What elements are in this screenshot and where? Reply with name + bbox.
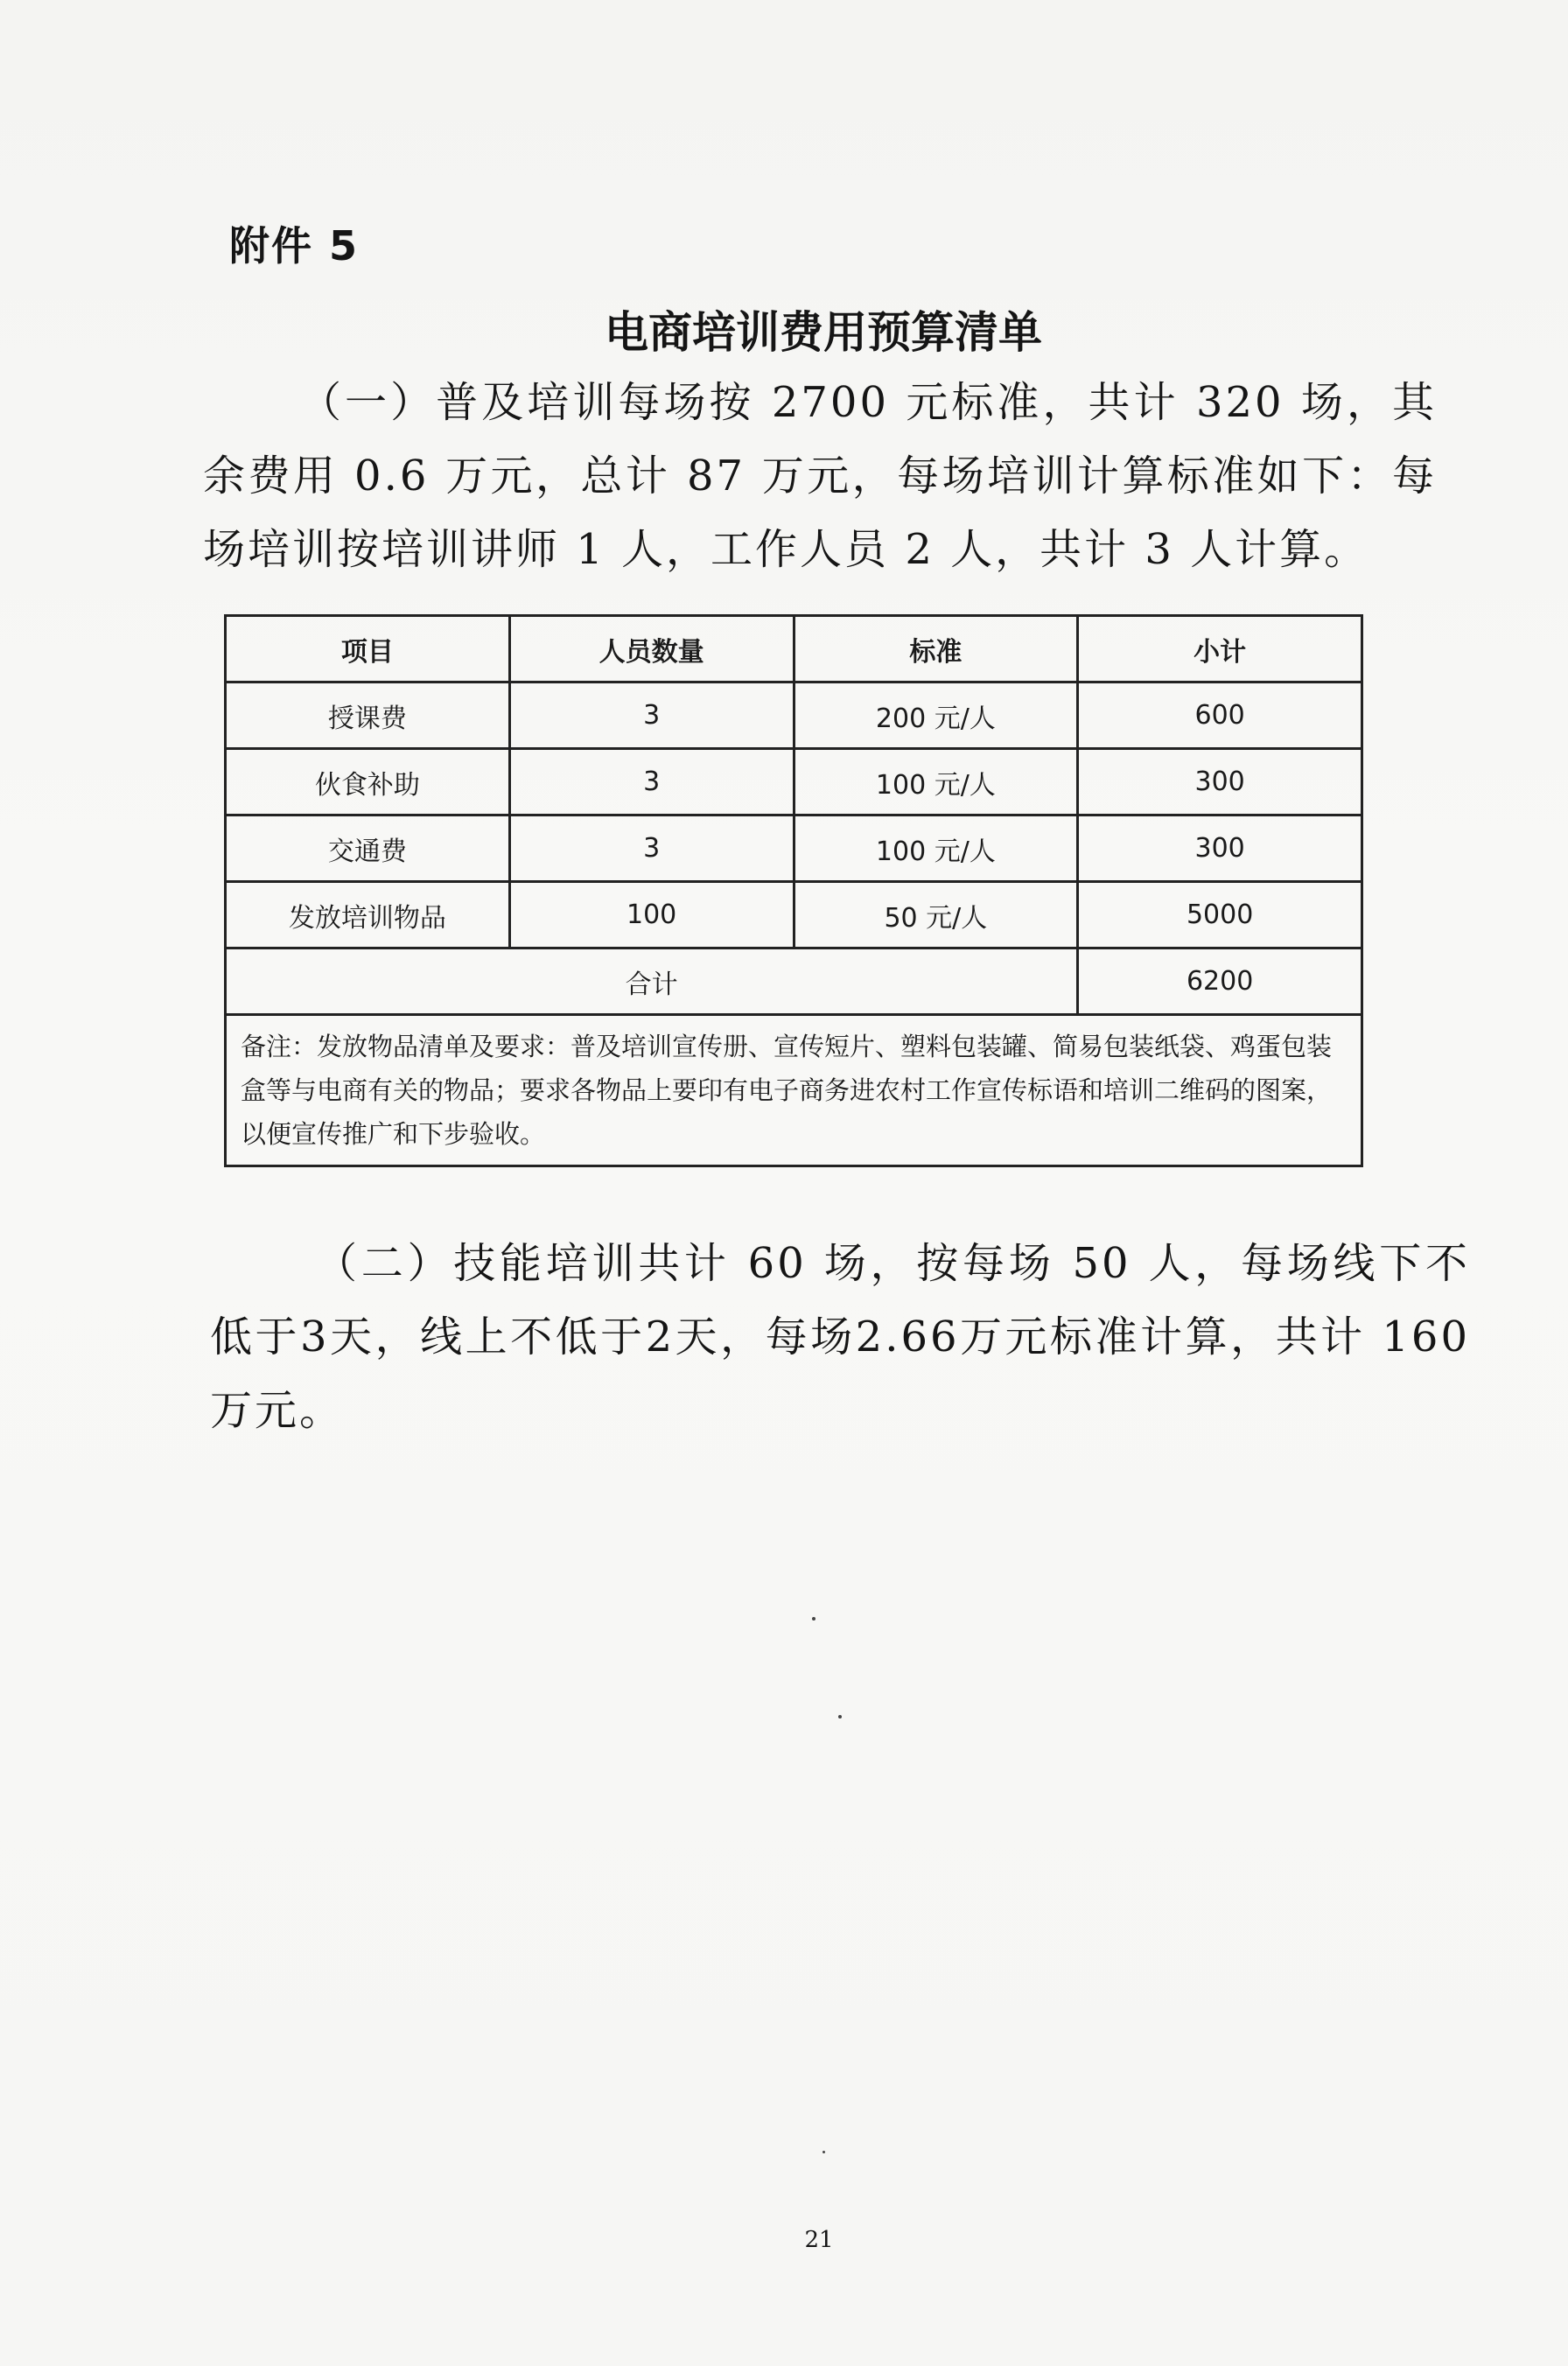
total-label: 合计 xyxy=(226,948,1078,1015)
cell-subtotal: 300 xyxy=(1078,816,1362,882)
table-total-row xyxy=(226,948,1362,1015)
cell-headcount: 3 xyxy=(509,749,794,816)
cell-subtotal: 5000 xyxy=(1078,882,1362,948)
scan-speck xyxy=(812,1617,816,1620)
page-number: 21 xyxy=(804,2227,834,2253)
cell-item: 发放培训物品 xyxy=(226,882,510,948)
cell-standard: 50 元/人 xyxy=(794,882,1078,948)
budget-table xyxy=(224,614,1363,1167)
paragraph-skills-training: （二）技能培训共计 60 场，按每场 50 人，每场线下不低于3天，线上不低于2天，每场2.66万元标准计算，共计 160 万元。 xyxy=(210,1239,1470,1435)
header-subtotal: 小计 xyxy=(1078,616,1362,682)
table-row xyxy=(226,749,1362,816)
header-headcount: 人员数量 xyxy=(509,616,794,682)
cell-subtotal: 300 xyxy=(1078,749,1362,816)
table-header-row xyxy=(226,616,1362,682)
cell-standard: 100 元/人 xyxy=(794,816,1078,882)
header-standard: 标准 xyxy=(794,616,1078,682)
attachment-label: 附件 5 xyxy=(229,222,360,270)
scan-speck xyxy=(822,2151,825,2153)
table-note-row xyxy=(226,1015,1362,1166)
scan-speck xyxy=(838,1715,842,1718)
cell-item: 授课费 xyxy=(226,682,510,749)
cell-headcount: 3 xyxy=(509,816,794,882)
table-row xyxy=(226,882,1362,948)
cell-subtotal: 600 xyxy=(1078,682,1362,749)
cell-headcount: 3 xyxy=(509,682,794,749)
cell-item: 伙食补助 xyxy=(226,749,510,816)
cell-headcount: 100 xyxy=(509,882,794,948)
cell-standard: 200 元/人 xyxy=(794,682,1078,749)
cell-item: 交通费 xyxy=(226,816,510,882)
total-value: 6200 xyxy=(1078,948,1362,1015)
paragraph-general-training: （一）普及培训每场按 2700 元标准，共计 320 场，其余费用 0.6 万元，总计 87 万元，每场培训计算标准如下：每场培训按培训讲师 1 人，工作人员 2 人，共计 3 人计算。 xyxy=(203,378,1437,574)
table-note: 备注：发放物品清单及要求：普及培训宣传册、宣传短片、塑料包装罐、简易包装纸袋、鸡蛋包装盒等与电商有关的物品；要求各物品上要印有电子商务进农村工作宣传标语和培训二维码的图案，以便宣传推广和下步验收。 xyxy=(226,1015,1362,1166)
table-row xyxy=(226,682,1362,749)
table-row xyxy=(226,816,1362,882)
document-title: 电商培训费用预算清单 xyxy=(605,307,1042,358)
header-item: 项目 xyxy=(226,616,510,682)
cell-standard: 100 元/人 xyxy=(794,749,1078,816)
